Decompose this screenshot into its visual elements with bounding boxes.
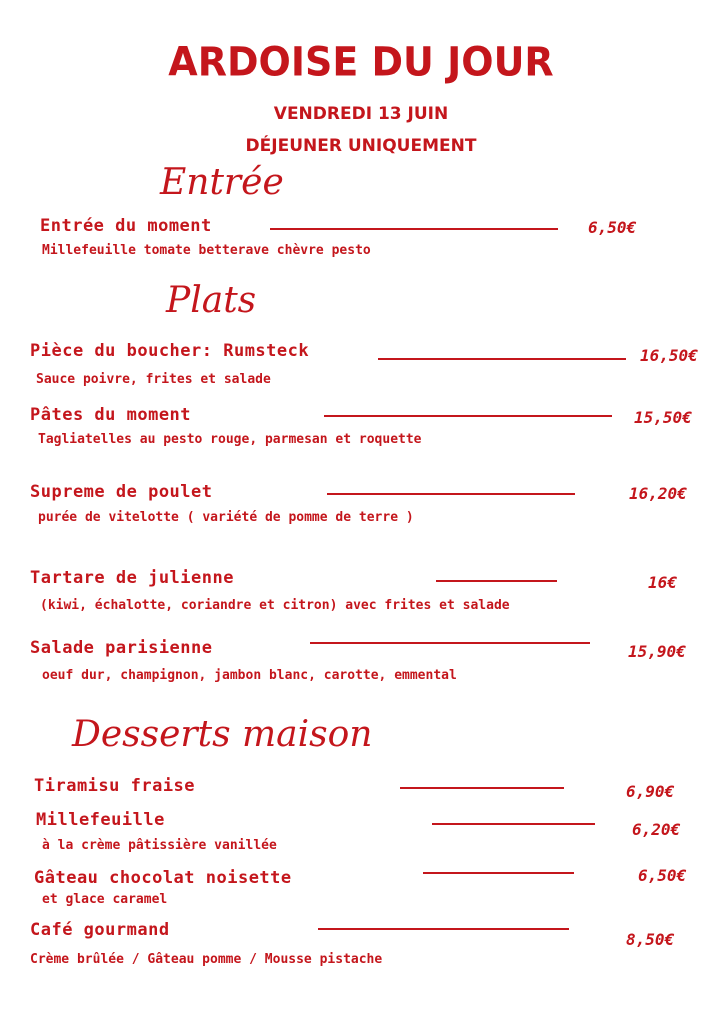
menu-item-name: Supreme de poulet	[30, 482, 213, 502]
menu-item-description: et glace caramel	[42, 892, 168, 907]
section-heading-entree: Entrée	[160, 162, 284, 203]
leader-line	[436, 580, 557, 582]
menu-item-description: Millefeuille tomate betterave chèvre pesto	[42, 243, 371, 258]
menu-date: VENDREDI 13 JUIN	[273, 104, 449, 124]
menu-item-name: Pièce du boucher: Rumsteck	[30, 341, 310, 361]
leader-line	[324, 415, 612, 417]
menu-item-name: Salade parisienne	[30, 638, 213, 658]
menu-item-name: Gâteau chocolat noisette	[34, 868, 292, 888]
menu-item-price: 15,90€	[628, 642, 686, 661]
menu-item-name: Café gourmand	[30, 920, 170, 940]
menu-item-price: 16,50€	[640, 346, 698, 365]
service-note: DÉJEUNER UNIQUEMENT	[245, 136, 477, 156]
leader-line	[310, 642, 590, 644]
section-heading-desserts: Desserts maison	[72, 714, 373, 755]
leader-line	[318, 928, 569, 930]
menu-item-name: Tiramisu fraise	[34, 776, 196, 796]
menu-item-price: 16,20€	[629, 484, 687, 503]
menu-item-price: 16€	[648, 573, 677, 592]
menu-item-price: 15,50€	[634, 408, 692, 427]
menu-item-description: Sauce poivre, frites et salade	[36, 372, 271, 387]
menu-item-name: Tartare de julienne	[30, 568, 234, 588]
menu-item-description: à la crème pâtissière vanillée	[42, 838, 277, 853]
leader-line	[400, 787, 564, 789]
menu-item-name: Millefeuille	[36, 810, 165, 830]
menu-item-price: 6,20€	[632, 820, 681, 839]
leader-line	[327, 493, 575, 495]
leader-line	[270, 228, 558, 230]
leader-line	[432, 823, 595, 825]
menu-item-price: 6,50€	[638, 866, 687, 885]
menu-item-name: Pâtes du moment	[30, 405, 192, 425]
page-title: ARDOISE DU JOUR	[168, 38, 554, 86]
section-heading-plats: Plats	[166, 280, 257, 321]
menu-item-price: 8,50€	[626, 930, 675, 949]
menu-item-description: Crème brûlée / Gâteau pomme / Mousse pistache	[30, 952, 383, 967]
menu-item-description: Tagliatelles au pesto rouge, parmesan et roquette	[38, 432, 422, 447]
menu-item-description: oeuf dur, champignon, jambon blanc, carotte, emmental	[42, 668, 457, 683]
menu-item-price: 6,90€	[626, 782, 675, 801]
menu-item-price: 6,50€	[588, 218, 637, 237]
leader-line	[378, 358, 626, 360]
menu-item-description: (kiwi, échalotte, coriandre et citron) avec frites et salade	[40, 598, 510, 613]
leader-line	[423, 872, 574, 874]
menu-item-description: purée de vitelotte ( variété de pomme de terre )	[38, 510, 414, 525]
menu-item-name: Entrée du moment	[40, 216, 212, 236]
